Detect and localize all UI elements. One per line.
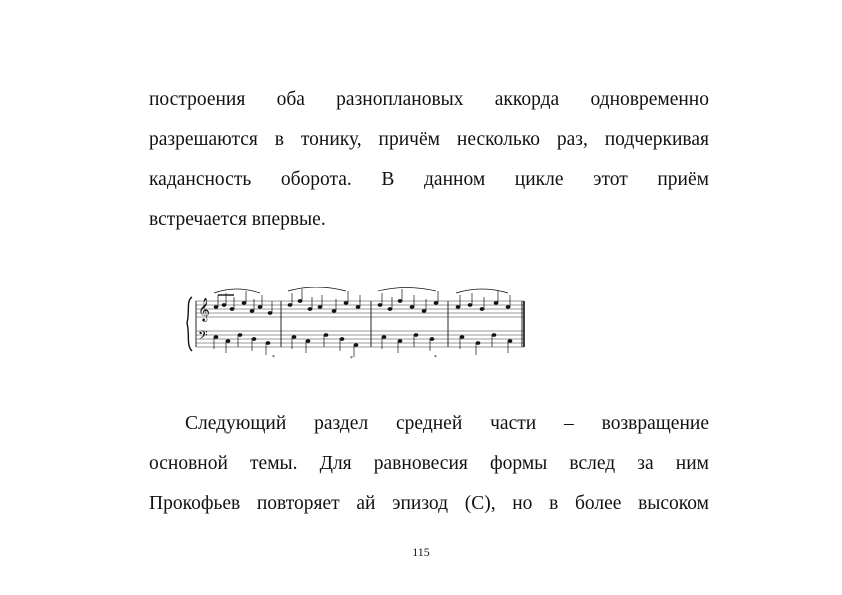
paragraph-1 bbox=[149, 80, 709, 240]
text-line: встречается впервые. bbox=[149, 209, 326, 230]
text-line: построения оба разноплановых аккорда одновременно bbox=[149, 89, 709, 110]
text-line: кадансность оборота. В данном цикле этот приём bbox=[149, 169, 709, 190]
text-line: Следующий раздел средней части – возвращение bbox=[185, 413, 709, 434]
svg-text:𝄞: 𝄞 bbox=[198, 297, 210, 321]
svg-text:*: * bbox=[350, 356, 353, 361]
svg-text:*: * bbox=[434, 355, 437, 361]
svg-text:𝄢: 𝄢 bbox=[198, 328, 208, 346]
text-line: разрешаются в тонику, причём несколько раз, подчеркивая bbox=[149, 129, 709, 150]
paragraph-2 bbox=[149, 404, 709, 524]
text-line: Прокофьев повторяет ай эпизод (С), но в более высоком bbox=[149, 493, 709, 514]
text-line: основной темы. Для равновесия формы вслед за ним bbox=[149, 453, 709, 474]
music-score-icon bbox=[186, 287, 528, 361]
svg-text:*: * bbox=[272, 355, 275, 361]
page-number: 115 bbox=[412, 545, 430, 559]
